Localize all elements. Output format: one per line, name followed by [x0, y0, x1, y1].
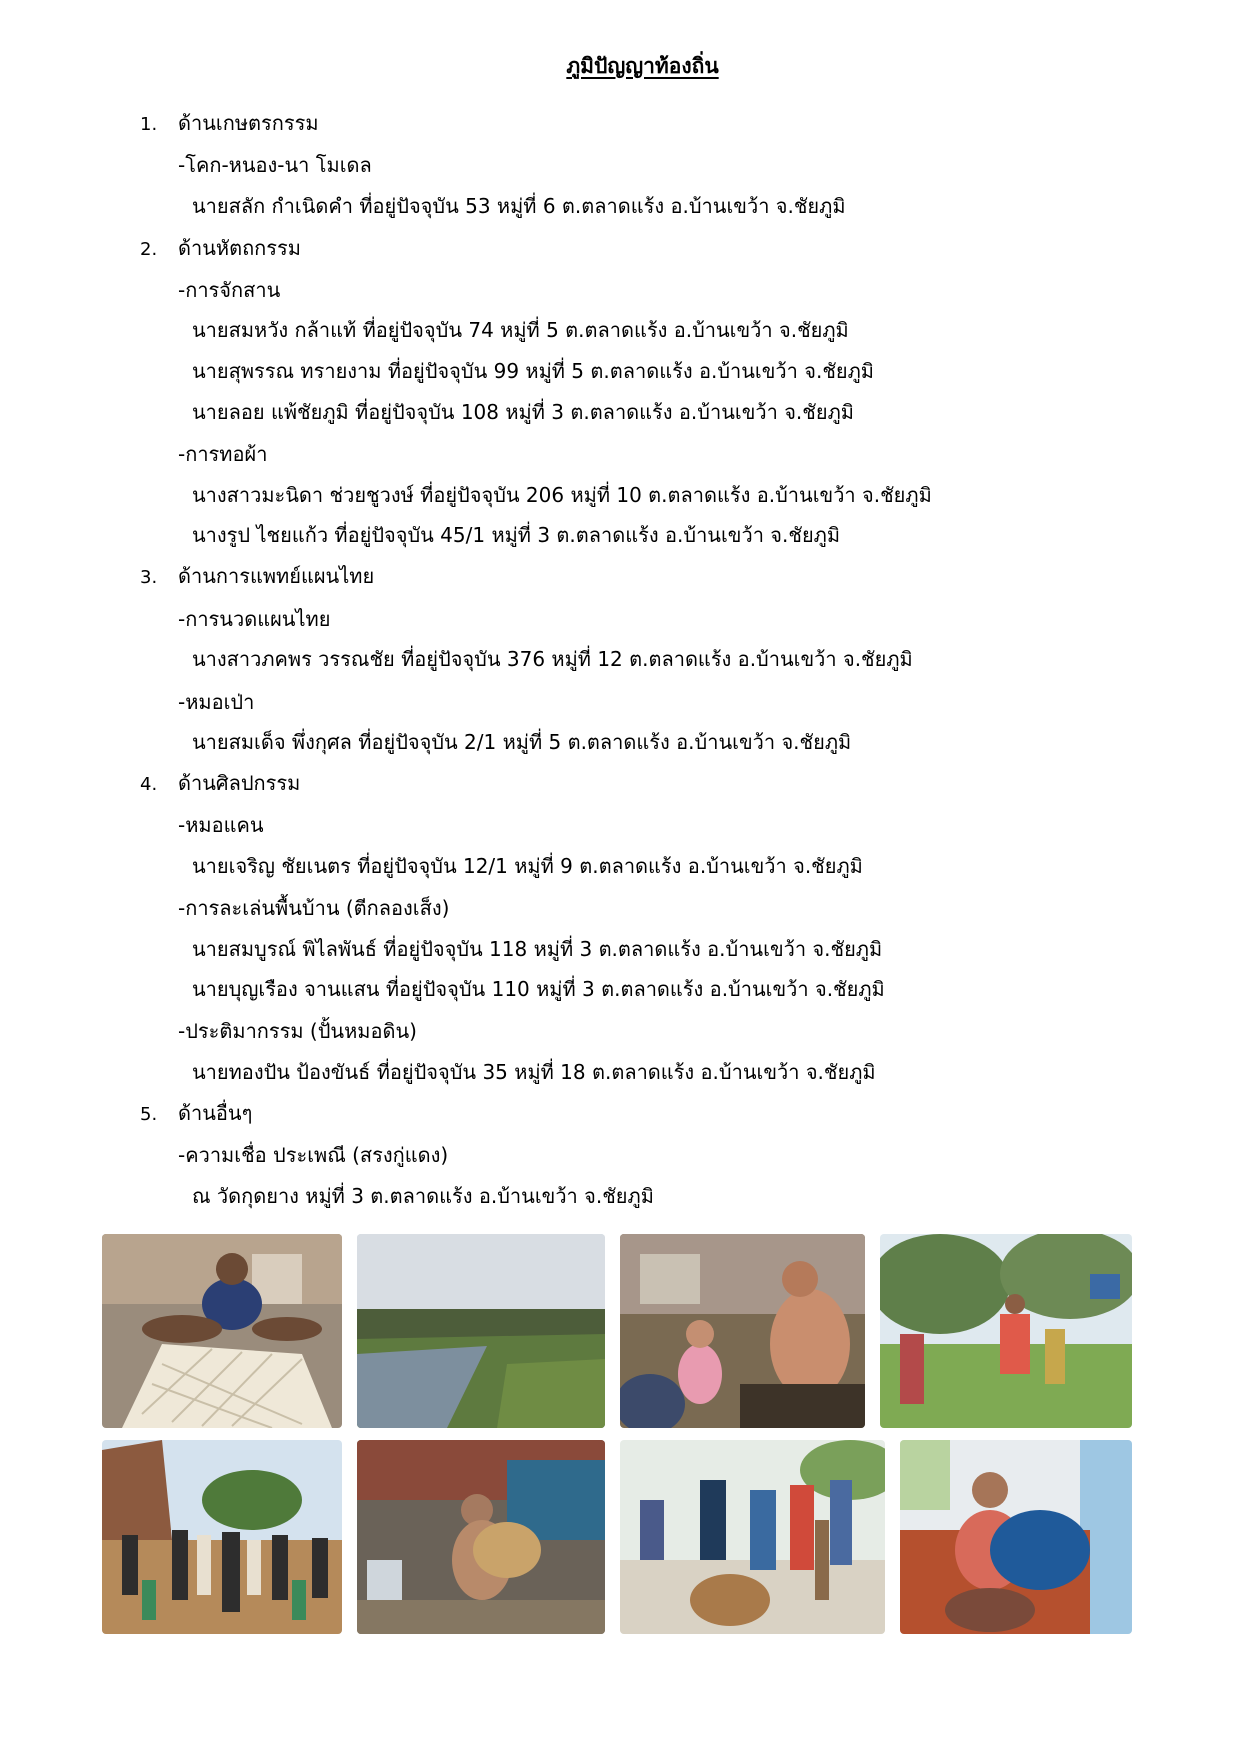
section-title: ด้านอื่นๆ	[178, 1101, 253, 1125]
person-entry: นายสลัก กำเนิดคำ ที่อยู่ปัจจุบัน 53 หมู่ที่ 6 ต.ตลาดแร้ง อ.บ้านเขว้า จ.ชัยภูมิ	[192, 194, 846, 218]
person-entry: นายสุพรรณ ทรายงาม ที่อยู่ปัจจุบัน 99 หมู่ที่ 5 ต.ตลาดแร้ง อ.บ้านเขว้า จ.ชัยภูมิ	[192, 359, 874, 383]
photo-drum-players	[620, 1440, 885, 1634]
person-entry: นายเจริญ ชัยเนตร ที่อยู่ปัจจุบัน 12/1 หมู่ที่ 9 ต.ตลาดแร้ง อ.บ้านเขว้า จ.ชัยภูมิ	[192, 854, 863, 878]
subtopic: -หมอแคน	[178, 813, 264, 837]
section-number: 3.	[140, 567, 158, 588]
section-heading	[140, 110, 319, 138]
section-title: ด้านศิลปกรรม	[178, 771, 301, 795]
subtopic: -หมอเป่า	[178, 690, 255, 714]
person-entry: นางรูป ไชยแก้ว ที่อยู่ปัจจุบัน 45/1 หมู่ที่ 3 ต.ตลาดแร้ง อ.บ้านเขว้า จ.ชัยภูมิ	[192, 523, 841, 547]
section-title: ด้านเกษตรกรรม	[178, 111, 319, 135]
subtopic: -ความเชื่อ ประเพณี (สรงกู่แดง)	[178, 1143, 449, 1167]
person-entry: นายสมหวัง กล้าแท้ ที่อยู่ปัจจุบัน 74 หมู่ที่ 5 ต.ตลาดแร้ง อ.บ้านเขว้า จ.ชัยภูมิ	[192, 318, 849, 342]
page-title: ภูมิปัญญาท้องถิ่น	[566, 54, 719, 78]
person-entry: นายลอย แพ้ชัยภูมิ ที่อยู่ปัจจุบัน 108 หมู่ที่ 3 ต.ตลาดแร้ง อ.บ้านเขว้า จ.ชัยภูมิ	[192, 400, 854, 424]
photo-weaving	[102, 1234, 342, 1428]
subtopic: -ประติมากรรม (ปั้นหมอดิน)	[178, 1019, 417, 1043]
photo-outdoor-ceremony	[880, 1234, 1132, 1428]
photo-pond-landscape	[357, 1234, 605, 1428]
section-title: ด้านการแพทย์แผนไทย	[178, 564, 375, 588]
photo-temple-festival	[102, 1440, 342, 1634]
photo-basket-maker	[357, 1440, 605, 1634]
person-entry: นายทองปัน ป้องขันธ์ ที่อยู่ปัจจุบัน 35 หมู่ที่ 18 ต.ตลาดแร้ง อ.บ้านเขว้า จ.ชัยภูมิ	[192, 1060, 876, 1084]
person-entry: ณ วัดกุดยาง หมู่ที่ 3 ต.ตลาดแร้ง อ.บ้านเขว้า จ.ชัยภูมิ	[192, 1184, 654, 1208]
person-entry: นางสาวมะนิดา ช่วยชูวงษ์ ที่อยู่ปัจจุบัน 206 หมู่ที่ 10 ต.ตลาดแร้ง อ.บ้านเขว้า จ.ชัยภูมิ	[192, 483, 932, 507]
subtopic: -การละเล่นพื้นบ้าน (ตีกลองเส็ง)	[178, 896, 450, 920]
section-number: 5.	[140, 1104, 158, 1125]
subtopic: -การนวดแผนไทย	[178, 607, 331, 631]
subtopic: -การทอผ้า	[178, 442, 268, 466]
section-heading	[140, 563, 374, 591]
section-number: 4.	[140, 774, 158, 795]
subtopic: -โคก-หนอง-นา โมเดล	[178, 153, 372, 177]
section-title: ด้านหัตถกรรม	[178, 236, 301, 260]
photo-woman-weaving-net	[900, 1440, 1132, 1634]
section-heading	[140, 770, 300, 798]
photo-healer-child	[620, 1234, 865, 1428]
person-entry: นายบุญเรือง จานแสน ที่อยู่ปัจจุบัน 110 หมู่ที่ 3 ต.ตลาดแร้ง อ.บ้านเขว้า จ.ชัยภูมิ	[192, 977, 885, 1001]
person-entry: นายสมบูรณ์ พิไลพันธ์ ที่อยู่ปัจจุบัน 118 หมู่ที่ 3 ต.ตลาดแร้ง อ.บ้านเขว้า จ.ชัยภูมิ	[192, 937, 883, 961]
subtopic: -การจักสาน	[178, 278, 281, 302]
person-entry: นางสาวภคพร วรรณชัย ที่อยู่ปัจจุบัน 376 หมู่ที่ 12 ต.ตลาดแร้ง อ.บ้านเขว้า จ.ชัยภูมิ	[192, 647, 913, 671]
section-heading	[140, 1100, 252, 1128]
person-entry: นายสมเด็จ พึ่งกุศล ที่อยู่ปัจจุบัน 2/1 หมู่ที่ 5 ต.ตลาดแร้ง อ.บ้านเขว้า จ.ชัยภูมิ	[192, 730, 852, 754]
section-heading	[140, 235, 301, 263]
section-number: 1.	[140, 114, 158, 135]
section-number: 2.	[140, 239, 158, 260]
